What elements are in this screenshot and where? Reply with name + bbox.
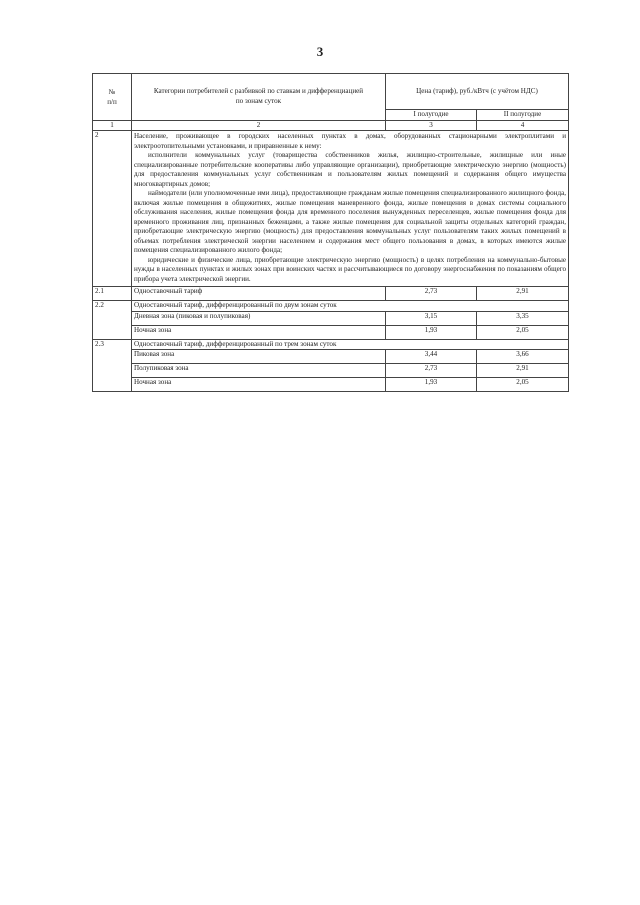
col-number-1: 1: [93, 120, 132, 131]
section-paragraph: Население, проживающее в городских населенных пунктах в домах, оборудованных стационарными электроплитами и электроотопительными установками, и приравненные к нему:: [134, 132, 567, 150]
header-num: № п/п: [93, 74, 132, 121]
value-half2: 2,91: [477, 364, 569, 378]
section-paragraph: исполнители коммунальных услуг (товарищества собственников жилья, жилищно-строительные, жилищные или иные специализированные потребительские кооперативы либо управляющие организации), приобретающие электрическую энергию (мощность) для предоставления коммунальных услуг собственникам и пользователям жилых помещений и содержания общего имущества многоквартирных домов;: [134, 151, 567, 188]
row-num: 2.1: [93, 287, 132, 301]
value-half2: 3,66: [477, 350, 569, 364]
header-category: Категории потребителей с разбивкой по ставкам и дифференциацией по зонам суток: [132, 74, 386, 121]
section-paragraph: наймодатели (или уполномоченные ими лица), предоставляющие гражданам жилые помещения специализированного жилищного фонда, включая жилые помещения в общежитиях, жилые помещения маневренного фонда, жилые помещения в домах системы социального обслуживания населения, жилые помещения фонда для временного поселения вынужденных переселенцев, жилые помещения фонда для временного проживания лиц, признанных беженцами, а также жилые помещения для социальной защиты отдельных категорий граждан, приобретающие электрическую энергию (мощность) для предоставления коммунальных услуг пользователям таких жилых помещений в объемах потребления электрической энергии населением и содержания мест общего пользования в домах, в которых имеются жилые помещения специализированного жилого фонда;: [134, 189, 567, 254]
row-2-3-title: [93, 339, 569, 350]
table-row: [93, 311, 569, 325]
row-2-1: [93, 287, 569, 301]
row-label: Ночная зона: [132, 378, 386, 392]
col-number-3: 3: [386, 120, 477, 131]
value-half2: 2,91: [477, 287, 569, 301]
row-num: 2.3: [93, 339, 132, 392]
row-label: Одноставочный тариф: [132, 287, 386, 301]
value-half1: 1,93: [386, 378, 477, 392]
column-numbers-row: [93, 120, 569, 131]
row-label: Пиковая зона: [132, 350, 386, 364]
table-row: [93, 350, 569, 364]
value-half1: 2,73: [386, 364, 477, 378]
value-half1: 3,44: [386, 350, 477, 364]
row-num: 2.2: [93, 301, 132, 340]
row-2-2-title: [93, 301, 569, 312]
header-row: [93, 74, 569, 110]
header-price: Цена (тариф), руб./кВтч (с учётом НДС): [386, 74, 569, 110]
row-label: Ночная зона: [132, 325, 386, 339]
section-num: 2: [93, 131, 132, 287]
value-half2: 3,35: [477, 311, 569, 325]
table-row: [93, 378, 569, 392]
table-row: [93, 325, 569, 339]
section-row: [93, 131, 569, 287]
page-number: 3: [316, 44, 324, 59]
header-half1: I полугодие: [386, 110, 477, 121]
section-paragraph: юридические и физические лица, приобретающие электрическую энергию (мощность) в целях потребления на коммунально-бытовые нужды в населенных пунктах и жилых зонах при воинских частях и рассчитывающиеся по договору энергоснабжения по показаниям общего прибора учета электрической энергии.: [134, 255, 567, 283]
row-label: Дневная зона (пиковая и полупиковая): [132, 311, 386, 325]
header-half2: II полугодие: [477, 110, 569, 121]
value-half2: 2,05: [477, 378, 569, 392]
value-half1: 2,73: [386, 287, 477, 301]
row-group-title: Одноставочный тариф, дифференцированный по трем зонам суток: [132, 339, 569, 350]
col-number-2: 2: [132, 120, 386, 131]
row-label: Полупиковая зона: [132, 364, 386, 378]
table-row: [93, 364, 569, 378]
tariff-table: [92, 73, 569, 392]
section-description: [132, 131, 569, 287]
value-half1: 1,93: [386, 325, 477, 339]
col-number-4: 4: [477, 120, 569, 131]
value-half1: 3,15: [386, 311, 477, 325]
value-half2: 2,05: [477, 325, 569, 339]
row-group-title: Одноставочный тариф, дифференцированный по двум зонам суток: [132, 301, 569, 312]
